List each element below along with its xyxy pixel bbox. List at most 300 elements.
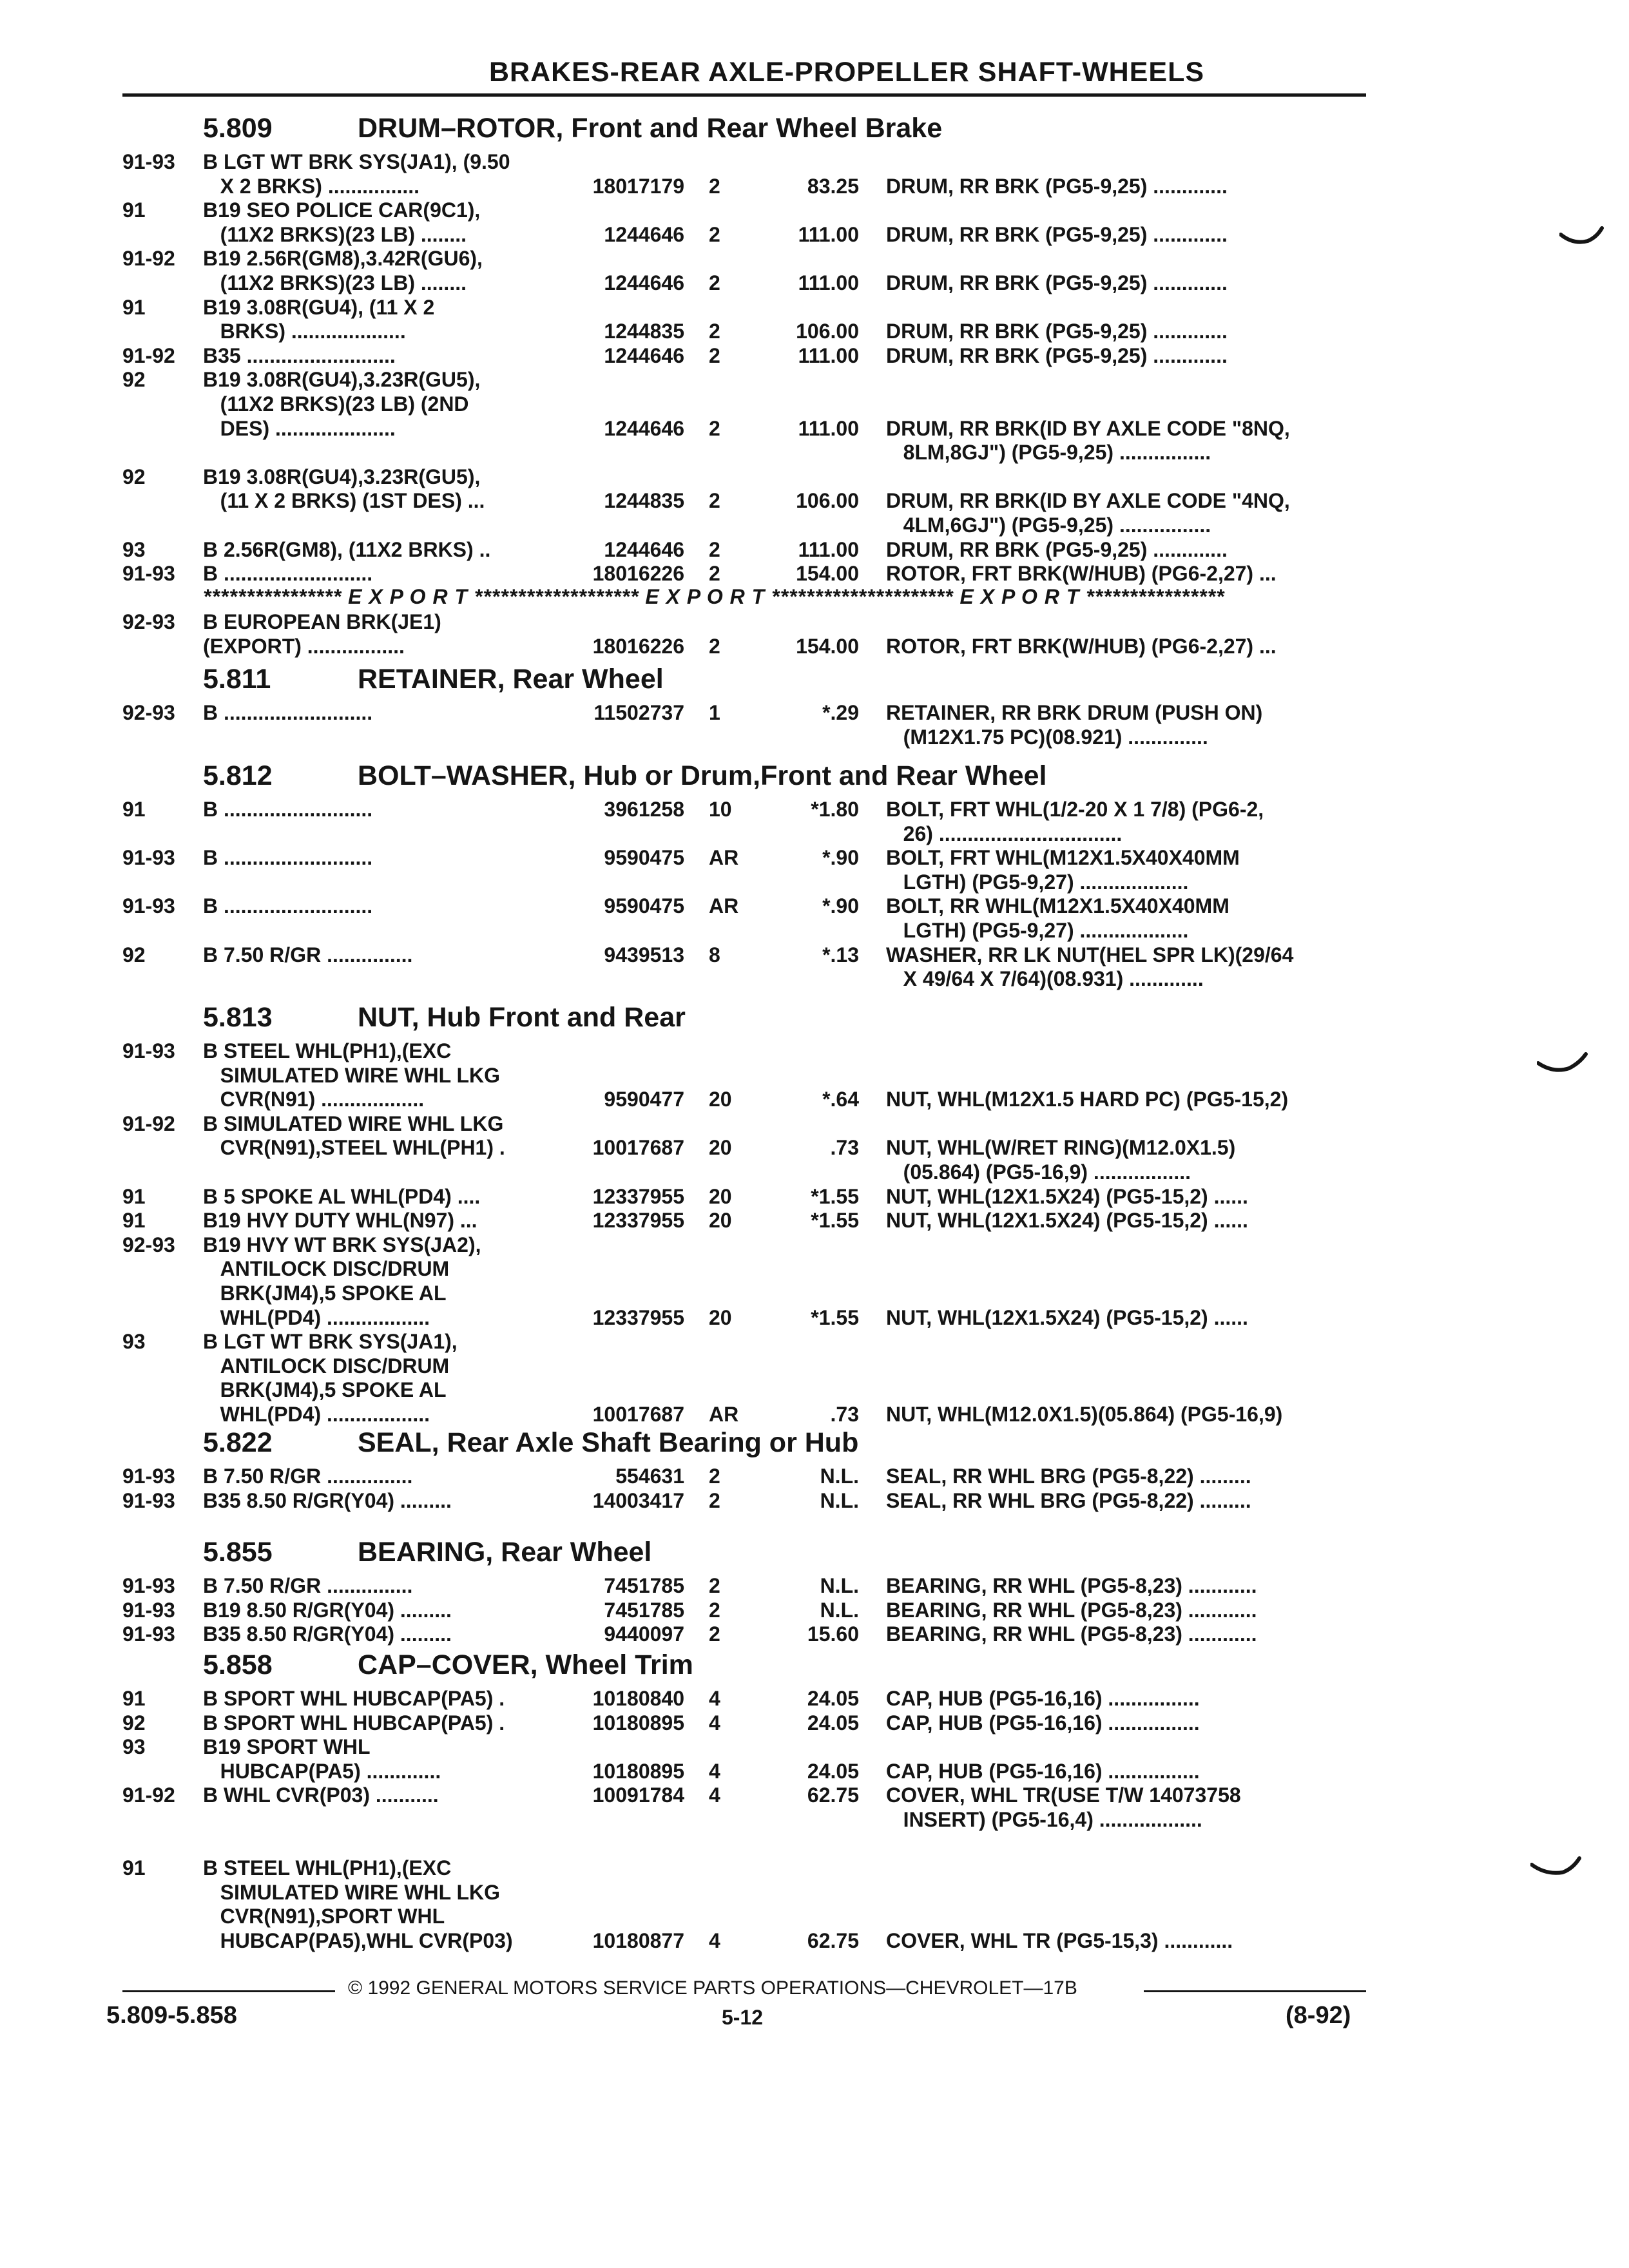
footer-rule-left [122,1990,335,1992]
usage-description: BRK(JM4),5 SPOKE AL [203,1282,447,1305]
usage-description: B 2.56R(GM8), (11X2 BRKS) .. [203,537,491,561]
quantity: 20 [709,1088,732,1111]
price: *1.55 [811,1209,859,1233]
part-name: DRUM, RR BRK (PG5-9,25) ............. [886,222,1228,246]
table-row [0,562,1629,588]
price: 154.00 [796,635,859,658]
part-name: RETAINER, RR BRK DRUM (PUSH ON) [886,701,1263,724]
table-row [0,1929,1629,1955]
part-number: 12337955 [592,1305,684,1329]
part-name: LGTH) (PG5-9,27) ................... [886,919,1189,942]
usage-description: BRK(JM4),5 SPOKE AL [203,1378,447,1402]
quantity: 4 [709,1929,720,1952]
model-year: 91 [122,1856,146,1880]
usage-description: (EXPORT) ................. [203,635,405,658]
part-name: NUT, WHL(12X1.5X24) (PG5-15,2) ...... [886,1305,1248,1329]
table-row [0,1403,1629,1428]
table-row [0,1599,1629,1624]
table-row [0,538,1629,564]
part-name: NUT, WHL(12X1.5X24) (PG5-15,2) ...... [886,1184,1248,1208]
quantity: 2 [709,489,720,513]
part-number: 11502737 [593,701,684,724]
section-heading [0,113,1629,149]
usage-description: B .......................... [203,562,373,586]
table-row [0,417,1629,443]
table-row [0,919,1629,945]
part-number: 1244646 [604,343,684,367]
usage-description: CVR(N91),STEEL WHL(PH1) . [203,1136,505,1160]
part-name: NUT, WHL(12X1.5X24) (PG5-15,2) ...... [886,1209,1248,1233]
part-number: 18017179 [592,174,684,198]
model-year: 91 [122,798,146,821]
footer-rule-right [1144,1990,1366,1992]
quantity: 4 [709,1711,720,1735]
usage-description: X 2 BRKS) ................ [203,174,420,198]
table-row [0,1282,1629,1307]
usage-description: (11X2 BRKS)(23 LB) ........ [203,222,467,246]
quantity: AR [709,894,739,918]
table-row [0,1330,1629,1356]
price: 62.75 [807,1929,859,1952]
price: *.13 [822,943,859,966]
usage-description: (11X2 BRKS)(23 LB) ........ [203,271,467,294]
table-row [0,1760,1629,1785]
table-row [0,514,1629,539]
quantity: 2 [709,174,720,198]
model-year: 92-93 [122,610,175,634]
usage-description: B SIMULATED WIRE WHL LKG [203,1111,504,1135]
table-row [0,943,1629,969]
part-name: LGTH) (PG5-9,27) ................... [886,870,1189,894]
usage-description: B LGT WT BRK SYS(JA1), (9.50 [203,150,510,173]
part-number: 7451785 [604,1574,684,1597]
section-number: 5.822 [203,1427,273,1458]
table-row [0,1905,1629,1930]
usage-description: B19 HVY DUTY WHL(N97) ... [203,1209,477,1233]
model-year: 91-92 [122,247,175,271]
quantity: 20 [709,1136,732,1160]
usage-description: HUBCAP(PA5) ............. [203,1759,441,1783]
price: 111.00 [798,416,859,440]
part-name: ROTOR, FRT BRK(W/HUB) (PG6-2,27) ... [886,635,1277,658]
price: 111.00 [798,537,859,561]
price: 111.00 [798,271,859,294]
model-year: 91-93 [122,1039,175,1062]
price: N.L. [820,1574,859,1597]
price: 106.00 [796,320,859,343]
page-header: BRAKES-REAR AXLE-PROPELLER SHAFT-WHEELS [488,57,1205,88]
model-year: 91-93 [122,150,175,173]
section-title: BOLT–WASHER, Hub or Drum,Front and Rear Wheel [358,760,1047,791]
usage-description: B19 3.08R(GU4), (11 X 2 [203,295,435,319]
check-mark-icon [1537,1052,1588,1077]
table-row [0,967,1629,993]
price: 111.00 [798,343,859,367]
price: .73 [830,1403,859,1426]
part-name: WASHER, RR LK NUT(HEL SPR LK)(29/64 [886,943,1294,966]
usage-description: B 5 SPOKE AL WHL(PD4) .... [203,1184,481,1208]
model-year: 91 [122,1209,146,1233]
part-name: NUT, WHL(M12.0X1.5)(05.864) (PG5-16,9) [886,1403,1283,1426]
usage-description: B19 3.08R(GU4),3.23R(GU5), [203,368,481,392]
part-name: DRUM, RR BRK(ID BY AXLE CODE "4NQ, [886,489,1290,513]
part-name: (M12X1.75 PC)(08.921) .............. [886,725,1208,749]
part-name: 26) ................................ [886,822,1123,845]
usage-description: (11 X 2 BRKS) (1ST DES) ... [203,489,485,513]
section-title: DRUM–ROTOR, Front and Rear Wheel Brake [358,113,943,144]
part-number: 1244646 [604,537,684,561]
part-name: BOLT, FRT WHL(M12X1.5X40X40MM [886,846,1240,870]
part-name: BEARING, RR WHL (PG5-8,23) ............ [886,1622,1257,1646]
header-rule [122,93,1366,97]
usage-description: B 7.50 R/GR ............... [203,1574,413,1597]
model-year: 91-93 [122,562,175,586]
check-mark-icon [1559,226,1605,251]
part-name: X 49/64 X 7/64)(08.931) ............. [886,967,1204,991]
model-year: 91-93 [122,846,175,870]
table-row [0,1881,1629,1907]
quantity: 2 [709,1574,720,1597]
model-year: 93 [122,537,146,561]
section-heading [0,1427,1629,1463]
price: *.29 [822,701,859,724]
part-name: CAP, HUB (PG5-16,16) ................ [886,1759,1200,1783]
model-year: 91-92 [122,343,175,367]
model-year: 91-93 [122,1622,175,1646]
part-name: DRUM, RR BRK (PG5-9,25) ............. [886,320,1228,343]
usage-description: B19 3.08R(GU4),3.23R(GU5), [203,465,481,488]
quantity: 2 [709,320,720,343]
footer-page-number: 5-12 [722,2006,764,2029]
usage-description: SIMULATED WIRE WHL LKG [203,1063,500,1087]
table-row [0,1783,1629,1809]
price: N.L. [820,1488,859,1512]
table-row [0,296,1629,322]
part-name: SEAL, RR WHL BRG (PG5-8,22) ......... [886,1465,1251,1488]
table-row [0,1808,1629,1834]
part-number: 9440097 [604,1622,684,1646]
section-number: 5.855 [203,1537,273,1568]
model-year: 91-93 [122,1465,175,1488]
table-row [0,1465,1629,1490]
section-heading [0,1002,1629,1038]
price: 24.05 [807,1711,859,1735]
usage-description: B19 2.56R(GM8),3.42R(GU6), [203,247,483,271]
quantity: 2 [709,635,720,658]
table-row [0,489,1629,515]
part-number: 1244646 [604,416,684,440]
table-row [0,1039,1629,1065]
table-row [0,344,1629,370]
part-number: 10017687 [592,1136,684,1160]
footer-range: 5.809-5.858 [106,2002,237,2029]
usage-description: B19 8.50 R/GR(Y04) ......... [203,1598,452,1622]
section-heading [0,760,1629,796]
section-number: 5.858 [203,1649,273,1680]
table-row [0,1687,1629,1713]
quantity: 20 [709,1184,732,1208]
part-name: CAP, HUB (PG5-16,16) ................ [886,1687,1200,1710]
part-number: 9590477 [604,1088,684,1111]
usage-description: B19 SEO POLICE CAR(9C1), [203,198,481,222]
model-year: 91 [122,198,146,222]
table-row [0,894,1629,920]
table-row [0,465,1629,491]
part-name: (05.864) (PG5-16,9) ................. [886,1160,1191,1184]
section-number: 5.812 [203,760,273,791]
footer-date: (8-92) [1286,2002,1351,2029]
price: *1.80 [811,798,859,821]
table-row [0,1711,1629,1737]
part-name: SEAL, RR WHL BRG (PG5-8,22) ......... [886,1488,1251,1512]
price: *1.55 [811,1184,859,1208]
model-year: 91-93 [122,894,175,918]
price: 24.05 [807,1759,859,1783]
section-title: CAP–COVER, Wheel Trim [358,1649,693,1680]
table-row [0,1378,1629,1404]
section-title: BEARING, Rear Wheel [358,1537,652,1568]
table-row [0,247,1629,273]
table-row [0,392,1629,418]
usage-description: B19 HVY WT BRK SYS(JA2), [203,1233,481,1256]
usage-description: B19 SPORT WHL [203,1735,371,1759]
part-number: 10180895 [592,1759,684,1783]
part-name: BEARING, RR WHL (PG5-8,23) ............ [886,1574,1257,1597]
part-number: 554631 [615,1465,684,1488]
usage-description: B SPORT WHL HUBCAP(PA5) . [203,1711,505,1735]
table-row [0,1088,1629,1113]
part-number: 10180877 [592,1929,684,1952]
quantity: 20 [709,1305,732,1329]
usage-description: B .......................... [203,846,373,870]
quantity: 2 [709,1488,720,1512]
price: *1.55 [811,1305,859,1329]
table-row [0,1209,1629,1235]
table-row [0,1735,1629,1761]
part-number: 18016226 [592,635,684,658]
model-year: 91 [122,1184,146,1208]
usage-description: B .......................... [203,701,373,724]
table-row [0,1064,1629,1090]
price: 106.00 [796,489,859,513]
quantity: 2 [709,1465,720,1488]
table-row [0,441,1629,466]
quantity: 2 [709,537,720,561]
part-number: 1244646 [604,271,684,294]
table-row [0,1622,1629,1648]
price: N.L. [820,1465,859,1488]
table-row [0,1306,1629,1332]
table-row [0,1257,1629,1283]
section-heading [0,1537,1629,1573]
price: *.90 [822,846,859,870]
part-name: 4LM,6GJ") (PG5-9,25) ................ [886,514,1211,537]
table-row [0,1233,1629,1259]
usage-description: CVR(N91) .................. [203,1088,425,1111]
part-name: NUT, WHL(W/RET RING)(M12.0X1.5) [886,1136,1236,1160]
section-number: 5.811 [203,664,271,695]
table-row [0,726,1629,751]
price: *.90 [822,894,859,918]
model-year: 91-92 [122,1111,175,1135]
quantity: 8 [709,943,720,966]
quantity: 2 [709,1622,720,1646]
price: 15.60 [807,1622,859,1646]
part-name: COVER, WHL TR (PG5-15,3) ............ [886,1929,1233,1952]
part-number: 12337955 [592,1209,684,1233]
table-row [0,1489,1629,1515]
usage-description: B35 8.50 R/GR(Y04) ......... [203,1488,452,1512]
part-number: 3961258 [604,798,684,821]
part-name: DRUM, RR BRK (PG5-9,25) ............. [886,271,1228,294]
table-row [0,1856,1629,1882]
quantity: AR [709,1403,739,1426]
part-number: 10180895 [592,1711,684,1735]
part-number: 18016226 [592,562,684,586]
part-number: 10091784 [592,1783,684,1807]
table-row [0,1574,1629,1600]
model-year: 92 [122,943,146,966]
usage-description: B LGT WT BRK SYS(JA1), [203,1330,458,1354]
quantity: 2 [709,562,720,586]
table-row [0,610,1629,636]
model-year: 92-93 [122,1233,175,1256]
model-year: 92-93 [122,701,175,724]
section-number: 5.813 [203,1002,273,1033]
price: 154.00 [796,562,859,586]
usage-description: B WHL CVR(P03) ........... [203,1783,439,1807]
section-title: RETAINER, Rear Wheel [358,664,664,695]
part-name: DRUM, RR BRK(ID BY AXLE CODE "8NQ, [886,416,1290,440]
table-row [0,822,1629,848]
usage-description: WHL(PD4) .................. [203,1403,430,1426]
usage-description: B .......................... [203,798,373,821]
table-row [0,1185,1629,1211]
quantity: 20 [709,1209,732,1233]
quantity: 1 [709,701,720,724]
table-row [0,1832,1629,1858]
price: 83.25 [807,174,859,198]
model-year: 91-93 [122,1574,175,1597]
quantity: AR [709,846,739,870]
model-year: 91 [122,295,146,319]
price: .73 [830,1136,859,1160]
table-row [0,198,1629,224]
usage-description: B EUROPEAN BRK(JE1) [203,610,441,634]
part-number: 1244835 [604,320,684,343]
usage-description: B STEEL WHL(PH1),(EXC [203,1039,452,1062]
model-year: 93 [122,1735,146,1759]
part-number: 12337955 [592,1184,684,1208]
table-row [0,846,1629,872]
part-number: 1244835 [604,489,684,513]
price: N.L. [820,1598,859,1622]
usage-description: CVR(N91),SPORT WHL [203,1905,445,1928]
quantity: 10 [709,798,732,821]
usage-description: (11X2 BRKS)(23 LB) (2ND [203,392,469,416]
table-row [0,701,1629,727]
part-name: NUT, WHL(M12X1.5 HARD PC) (PG5-15,2) [886,1088,1289,1111]
table-row [0,150,1629,176]
table-row [0,1354,1629,1380]
model-year: 91-93 [122,1598,175,1622]
usage-description: ANTILOCK DISC/DRUM [203,1257,450,1281]
table-row [0,1112,1629,1138]
usage-description: B 7.50 R/GR ............... [203,943,413,966]
model-year: 93 [122,1330,146,1354]
part-name: DRUM, RR BRK (PG5-9,25) ............. [886,537,1228,561]
table-row [0,175,1629,200]
usage-description: DES) ..................... [203,416,396,440]
usage-description: B35 .......................... [203,343,396,367]
usage-description: B35 8.50 R/GR(Y04) ......... [203,1622,452,1646]
part-name: DRUM, RR BRK (PG5-9,25) ............. [886,174,1228,198]
quantity: 2 [709,343,720,367]
usage-description: WHL(PD4) .................. [203,1305,430,1329]
section-heading [0,664,1629,700]
quantity: 4 [709,1687,720,1710]
usage-description: B .......................... [203,894,373,918]
model-year: 91-92 [122,1783,175,1807]
model-year: 92 [122,368,146,392]
section-title: NUT, Hub Front and Rear [358,1002,686,1033]
table-row [0,870,1629,896]
model-year: 92 [122,1711,146,1735]
part-name: DRUM, RR BRK (PG5-9,25) ............. [886,343,1228,367]
part-name: 8LM,8GJ") (PG5-9,25) ................ [886,441,1211,465]
usage-description: HUBCAP(PA5),WHL CVR(P03) [203,1929,513,1952]
usage-description: ANTILOCK DISC/DRUM [203,1354,450,1378]
part-number: 9439513 [604,943,684,966]
section-heading [0,1649,1629,1686]
part-number: 10180840 [592,1687,684,1710]
part-name: CAP, HUB (PG5-16,16) ................ [886,1711,1200,1735]
price: 62.75 [807,1783,859,1807]
quantity: 2 [709,271,720,294]
model-year: 91-93 [122,1488,175,1512]
price: 24.05 [807,1687,859,1710]
table-row [0,798,1629,823]
usage-description: B STEEL WHL(PH1),(EXC [203,1856,452,1880]
table-row [0,320,1629,345]
export-divider: **************** E X P O R T ******************* E X P O R T ********************* E X P O R T **************** [203,584,1225,608]
table-row [0,1136,1629,1162]
table-row [0,223,1629,249]
model-year: 91 [122,1687,146,1710]
section-number: 5.809 [203,113,273,144]
quantity: 4 [709,1783,720,1807]
usage-description: B 7.50 R/GR ............... [203,1465,413,1488]
part-name: BEARING, RR WHL (PG5-8,23) ............ [886,1598,1257,1622]
price: 111.00 [798,222,859,246]
part-number: 9590475 [604,894,684,918]
quantity: 2 [709,222,720,246]
part-number: 10017687 [592,1403,684,1426]
section-title: SEAL, Rear Axle Shaft Bearing or Hub [358,1427,859,1458]
part-name: BOLT, RR WHL(M12X1.5X40X40MM [886,894,1229,918]
part-name: INSERT) (PG5-16,4) .................. [886,1808,1202,1831]
quantity: 4 [709,1759,720,1783]
part-number: 1244646 [604,222,684,246]
table-row [0,271,1629,297]
usage-description: SIMULATED WIRE WHL LKG [203,1880,500,1904]
table-row [0,1160,1629,1186]
part-number: 9590475 [604,846,684,870]
quantity: 2 [709,1598,720,1622]
usage-description: BRKS) .................... [203,320,406,343]
part-name: ROTOR, FRT BRK(W/HUB) (PG6-2,27) ... [886,562,1277,586]
usage-description: B SPORT WHL HUBCAP(PA5) . [203,1687,505,1710]
